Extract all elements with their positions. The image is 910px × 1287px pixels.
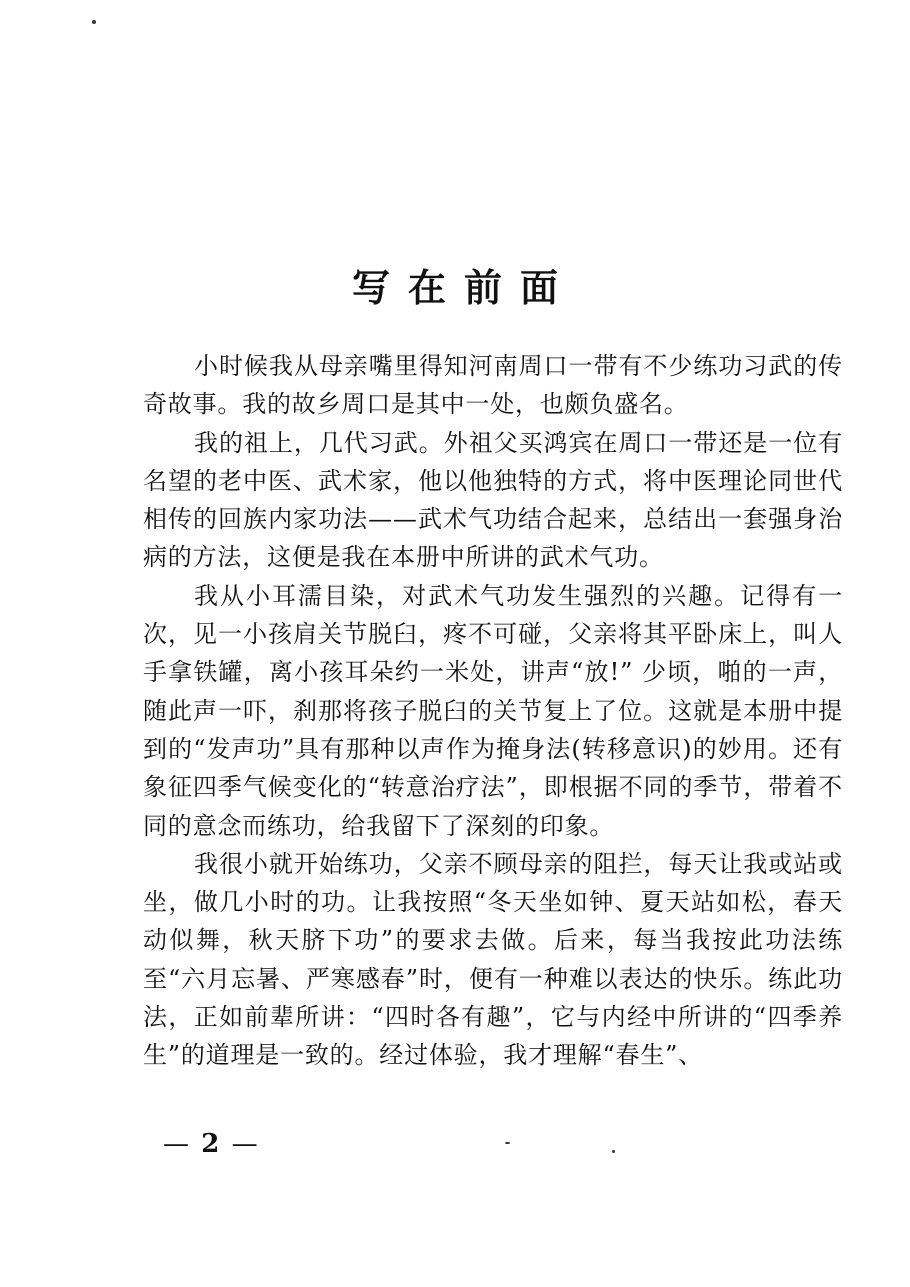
body-text [143, 347, 843, 1075]
page-title: 写在前面 [351, 265, 576, 310]
paragraph: 小时候我从母亲嘴里得知河南周口一带有不少练功习武的传奇故事。我的故乡周口是其中一处，也颇负盛名。 [143, 352, 843, 419]
paragraph: 我很小就开始练功，父亲不顾母亲的阻拦，每天让我或站或坐，做几小时的功。让我按照“冬天坐如钟、夏天站如松，春天动似舞，秋天脐下功”的要求去做。后来，每当我按此功法练至“六月忘暑、严寒感春”时，便有一种难以表达的快乐。练此功法，正如前辈所讲：“四时各有趣”，它与内经中所讲的“四季养生”的道理是一致的。经过体验，我才理解“春生”、 [143, 849, 843, 1070]
scan-speck [92, 20, 96, 24]
scan-speck [612, 1150, 615, 1153]
page-footer [163, 1124, 260, 1164]
footer-dash-left: — [163, 1129, 191, 1159]
paragraph: 我的祖上，几代习武。外祖父买鸿宾在周口一带还是一位有名望的老中医、武术家，他以他独特的方式，将中医理论同世代相传的回族内家功法——武术气功结合起来，总结出一套强身治病的方法，这便是我在本册中所讲的武术气功。 [143, 428, 843, 572]
page-number: 2 [201, 1129, 222, 1159]
footer-dash-right: — [231, 1129, 260, 1159]
scan-speck [505, 1142, 510, 1144]
paragraph: 我从小耳濡目染，对武术气功发生强烈的兴趣。记得有一次，见一小孩肩关节脱臼，疼不可碰，父亲将其平卧床上，叫人手拿铁罐，离小孩耳朵约一米处，讲声“放!” 少顷，啪的一声，随此声一吓，刹那将孩子脱臼的关节复上了位。这就是本册中提到的“发声功”具有那种以声作为掩身法(转移意识)的妙用。还有象征四季气候变化的“转意治疗法”，即根据不同的季节，带着不同的意念而练功，给我留下了深刻的印象。 [143, 581, 843, 840]
